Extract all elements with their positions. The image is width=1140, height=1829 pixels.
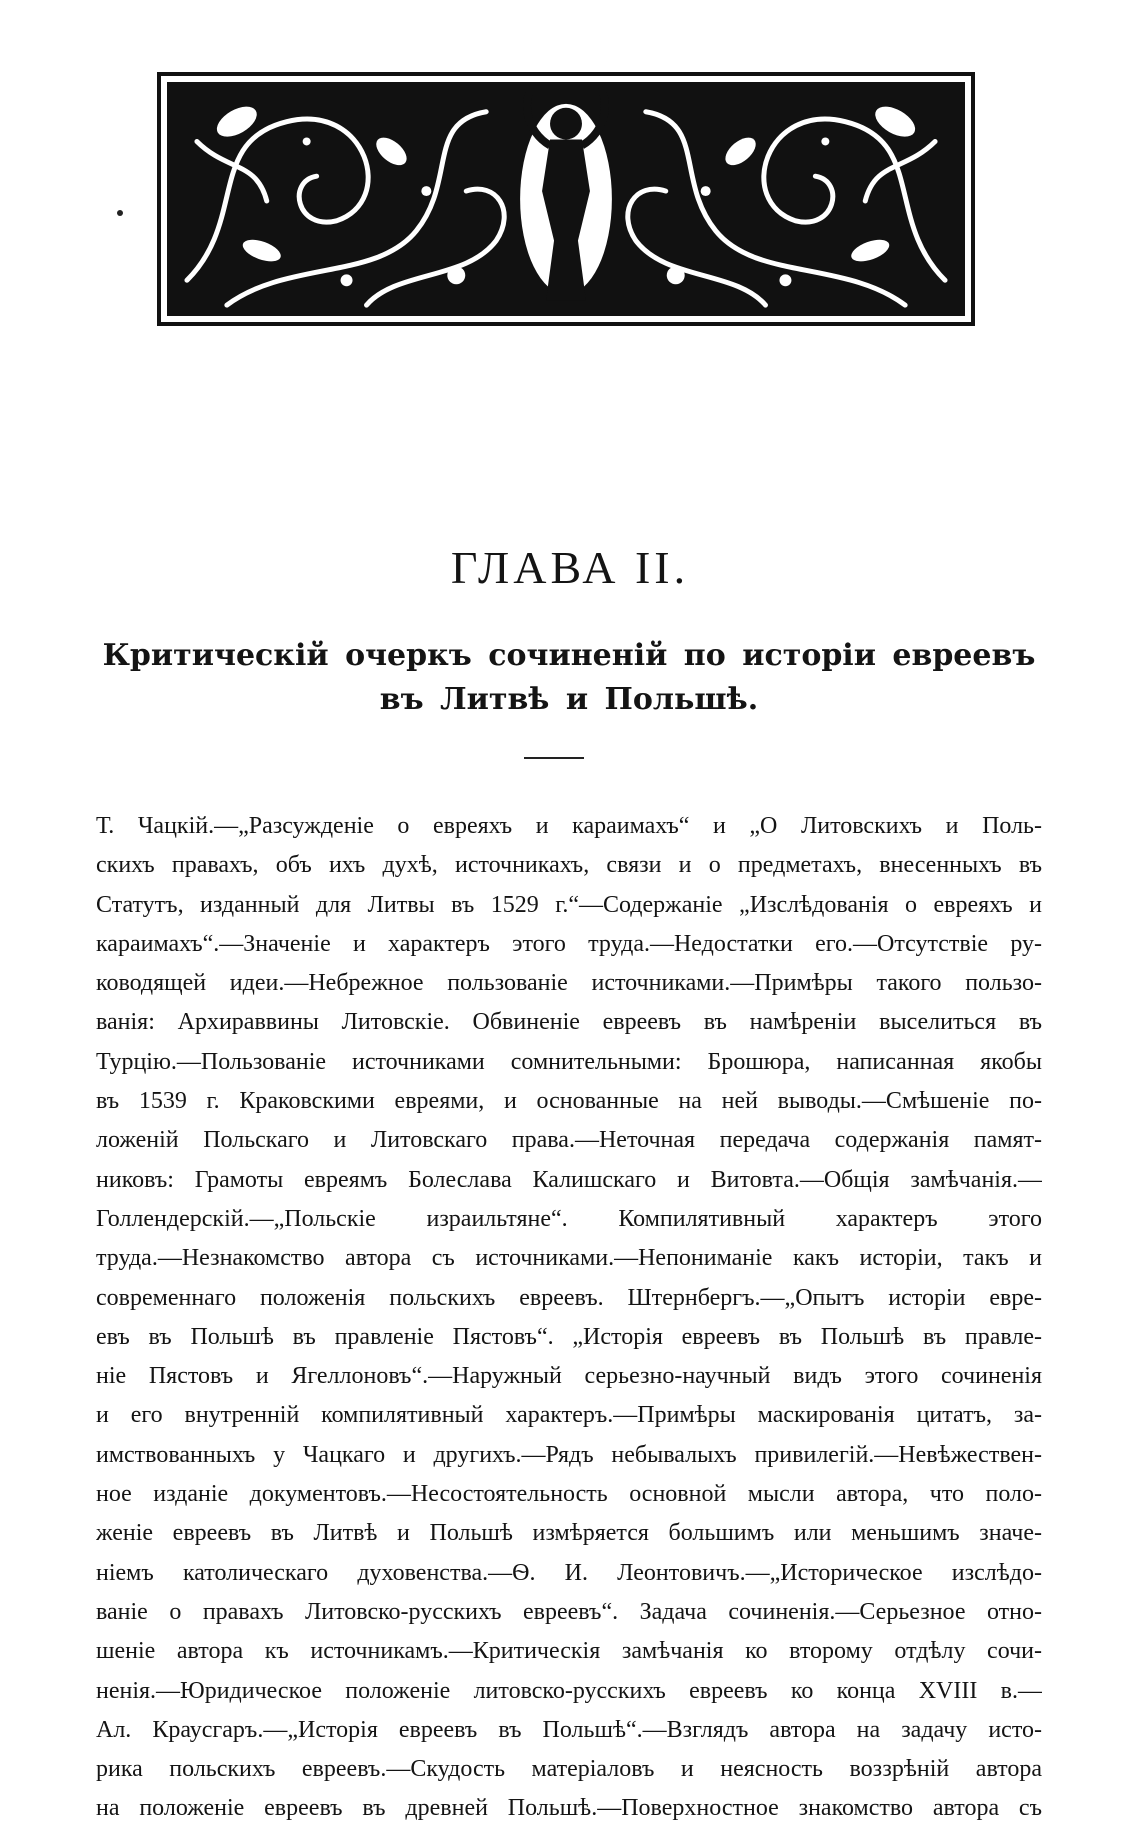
subtitle-line: Критическій очеркъ сочиненій по исторіи евреевъ — [102, 638, 1036, 673]
chapter-title: ГЛАВА II. — [450, 542, 690, 593]
summary-line: евъ въ Польшѣ въ правленіе Пястовъ“. „Исторія евреевъ въ Польшѣ въ правле- — [96, 1323, 1042, 1350]
summary-line: ненія.—Юридическое положеніе литовско-русскихъ евреевъ ко конца XVIII в.— — [96, 1677, 1042, 1704]
summary-line: Ал. Краусгаръ.—„Исторія евреевъ въ Польшѣ“.—Взглядъ автора на задачу исто- — [96, 1716, 1042, 1743]
chapter-subtitle — [88, 634, 1050, 722]
summary-line: современнаго положенія польскихъ евреевъ. Штернбергъ.—„Опытъ исторіи евре- — [96, 1284, 1042, 1311]
summary-line: ванія: Архираввины Литовскіе. Обвиненіе евреевъ въ намѣреніи выселиться въ — [96, 1009, 1042, 1036]
summary-line: ководящей идеи.—Небрежное пользованіе источниками.—Примѣры такого пользо- — [96, 970, 1042, 997]
summary-line: Статутъ, изданный для Литвы въ 1529 г.“—Содержаніе „Изслѣдованія о евреяхъ и — [96, 891, 1042, 918]
summary-line: ніемъ католическаго духовенства.—Ѳ. И. Леонтовичъ.—„Историческое изслѣдо- — [96, 1559, 1042, 1586]
stray-ink-dot — [117, 210, 123, 216]
title-divider — [524, 757, 584, 759]
summary-line: ніе Пястовъ и Ягеллоновъ“.—Наружный серьезно-научный видъ этого сочиненія — [96, 1363, 1042, 1390]
summary-line: шеніе автора къ источникамъ.—Критическія замѣчанія ко второму отдѣлу сочи- — [96, 1638, 1042, 1665]
summary-line: Турцію.—Пользованіе источниками сомнительными: Брошюра, написанная якобы — [96, 1048, 1042, 1075]
summary-line: скихъ правахъ, объ ихъ духѣ, источникахъ, связи и о предметахъ, внесенныхъ въ — [96, 852, 1042, 879]
subtitle-line: въ Литвѣ и Польшѣ. — [379, 682, 759, 717]
summary-line: на положеніе евреевъ въ древней Польшѣ.—Поверхностное знакомство автора съ — [96, 1795, 1042, 1822]
summary-line: никовъ: Грамоты евреямъ Болеслава Калишскаго и Витовта.—Общія замѣчанія.— — [96, 1166, 1042, 1193]
summary-line: ложеній Польскаго и Литовскаго права.—Неточная передача содержанія памят- — [96, 1127, 1042, 1154]
summary-line: караимахъ“.—Значеніе и характеръ этого труда.—Недостатки его.—Отсутствіе ру- — [96, 930, 1042, 957]
ornamental-headpiece — [157, 72, 975, 326]
summary-line: ное изданіе документовъ.—Несостоятельность основной мысли автора, что поло- — [96, 1481, 1042, 1508]
summary-line: ваніе о правахъ Литовско-русскихъ евреевъ“. Задача сочиненія.—Серьезное отно- — [96, 1598, 1042, 1625]
summary-line: труда.—Незнакомство автора съ источниками.—Непониманіе какъ исторіи, такъ и — [96, 1245, 1042, 1272]
summary-line: и его внутренній компилятивный характеръ.—Примѣры маскированія цитатъ, за- — [96, 1402, 1042, 1429]
summary-line: женіе евреевъ въ Литвѣ и Польшѣ измѣряется большимъ или меньшимъ значе- — [96, 1520, 1042, 1547]
summary-line: рика польскихъ евреевъ.—Скудость матеріаловъ и неясность воззрѣній автора — [96, 1756, 1042, 1783]
summary-line: имствованныхъ у Чацкаго и другихъ.—Рядъ небывалыхъ привилегій.—Невѣжествен- — [96, 1441, 1042, 1468]
summary-line: Голлендерскій.—„Польскіе израильтяне“. Компилятивный характеръ этого — [96, 1205, 1042, 1232]
summary-line: Т. Чацкій.—„Разсужденіе о евреяхъ и караимахъ“ и „О Литовскихъ и Поль- — [96, 813, 1042, 839]
summary-line: въ 1539 г. Краковскими евреями, и основанные на ней выводы.—Смѣшеніе по- — [96, 1088, 1042, 1115]
chapter-summary — [96, 807, 1042, 1829]
ornamental-headpiece-icon — [167, 82, 965, 316]
